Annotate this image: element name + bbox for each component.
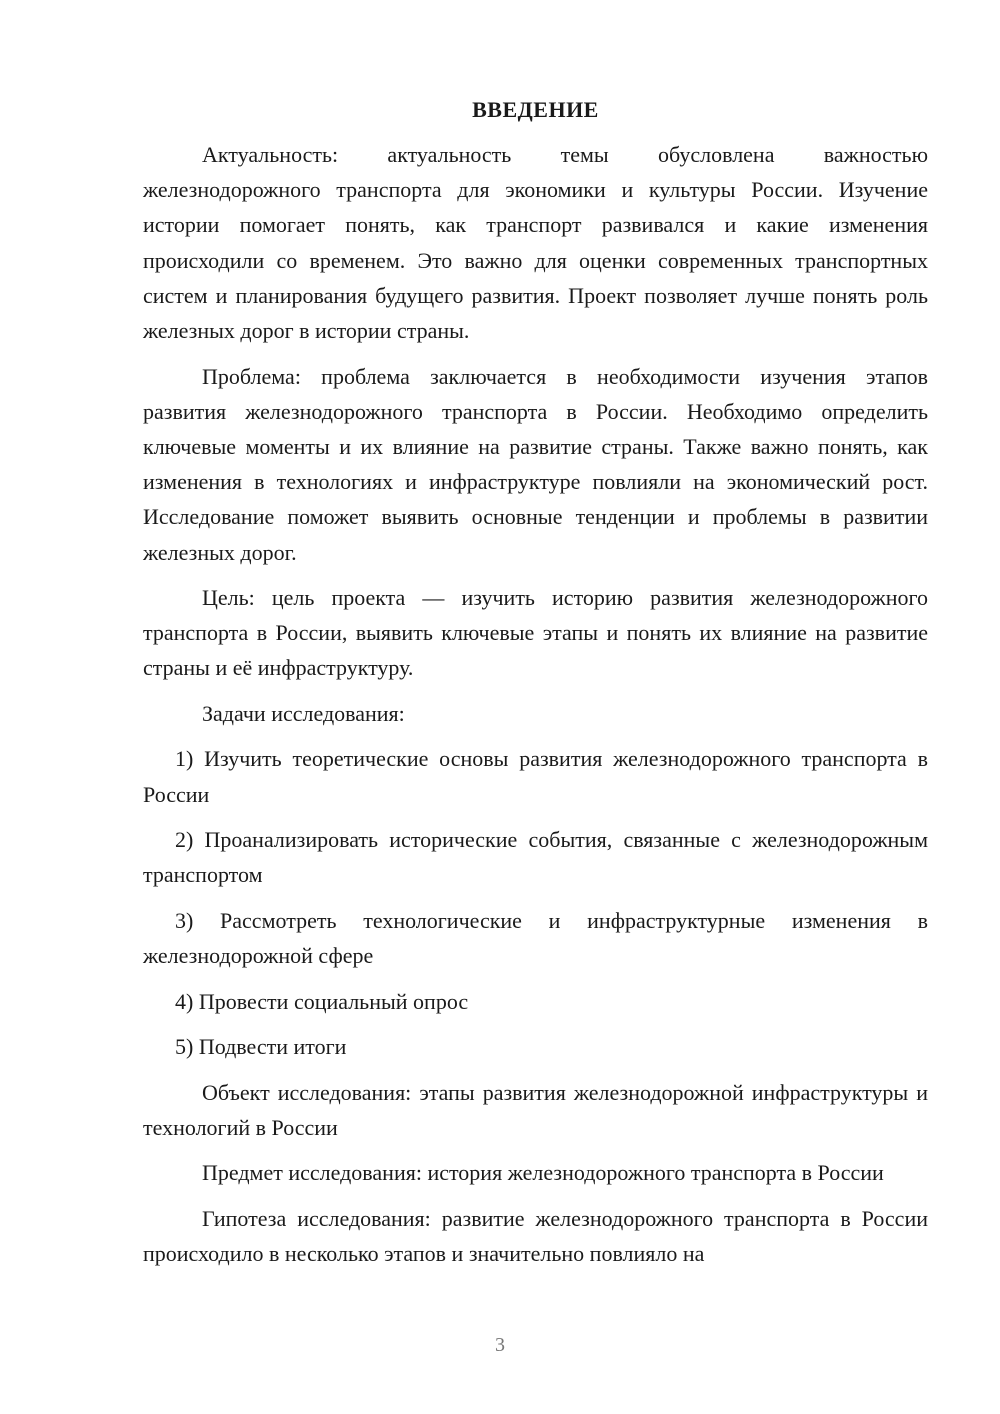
document-page <box>143 95 928 1281</box>
object-paragraph: Объект исследования: этапы развития железнодорожной инфраструктуры и технологий в России <box>143 1079 928 1140</box>
goal-paragraph: Цель: цель проекта — изучить историю развития железнодорожного транспорта в России, выявить ключевые этапы и понять их влияние на развитие страны и её инфраструктуру. <box>143 585 928 681</box>
task-item-4: 4) Провести социальный опрос <box>175 988 469 1014</box>
relevance-paragraph: Актуальность: актуальность темы обусловлена важностью железнодорожного транспорта для экономики и культуры России. Изучение истории помогает понять, как транспорт развивался и какие изменения происходили со временем. Это важно для оценки современных транспортных систем и планирования будущего развития. Проект позволяет лучше понять роль железных дорог в истории страны. <box>143 142 928 344</box>
page-number: 3 <box>495 1334 505 1356</box>
hypothesis-paragraph: Гипотеза исследования: развитие железнодорожного транспорта в России происходило в несколько этапов и значительно повлияло на <box>143 1205 928 1266</box>
task-item-2: 2) Проанализировать исторические события, связанные с железнодорожным транспортом <box>143 827 928 888</box>
tasks-heading: Задачи исследования: <box>202 700 405 726</box>
task-item-1: 1) Изучить теоретические основы развития железнодорожного транспорта в России <box>143 746 928 807</box>
task-item-3: 3) Рассмотреть технологические и инфраструктурные изменения в железнодорожной сфере <box>143 907 928 969</box>
subject-paragraph: Предмет исследования: история железнодорожного транспорта в России <box>202 1160 884 1186</box>
problem-paragraph: Проблема: проблема заключается в необходимости изучения этапов развития железнодорожного транспорта в России. Необходимо определить ключевые моменты и их влияние на развитие страны. Также важно понять, как изменения в технологиях и инфраструктуре повлияли на экономический рост. Исследование поможет выявить основные тенденции и проблемы в развитии железных дорог. <box>143 363 928 565</box>
task-item-5: 5) Подвести итоги <box>175 1034 347 1060</box>
page-title: ВВЕДЕНИЕ <box>472 97 599 122</box>
